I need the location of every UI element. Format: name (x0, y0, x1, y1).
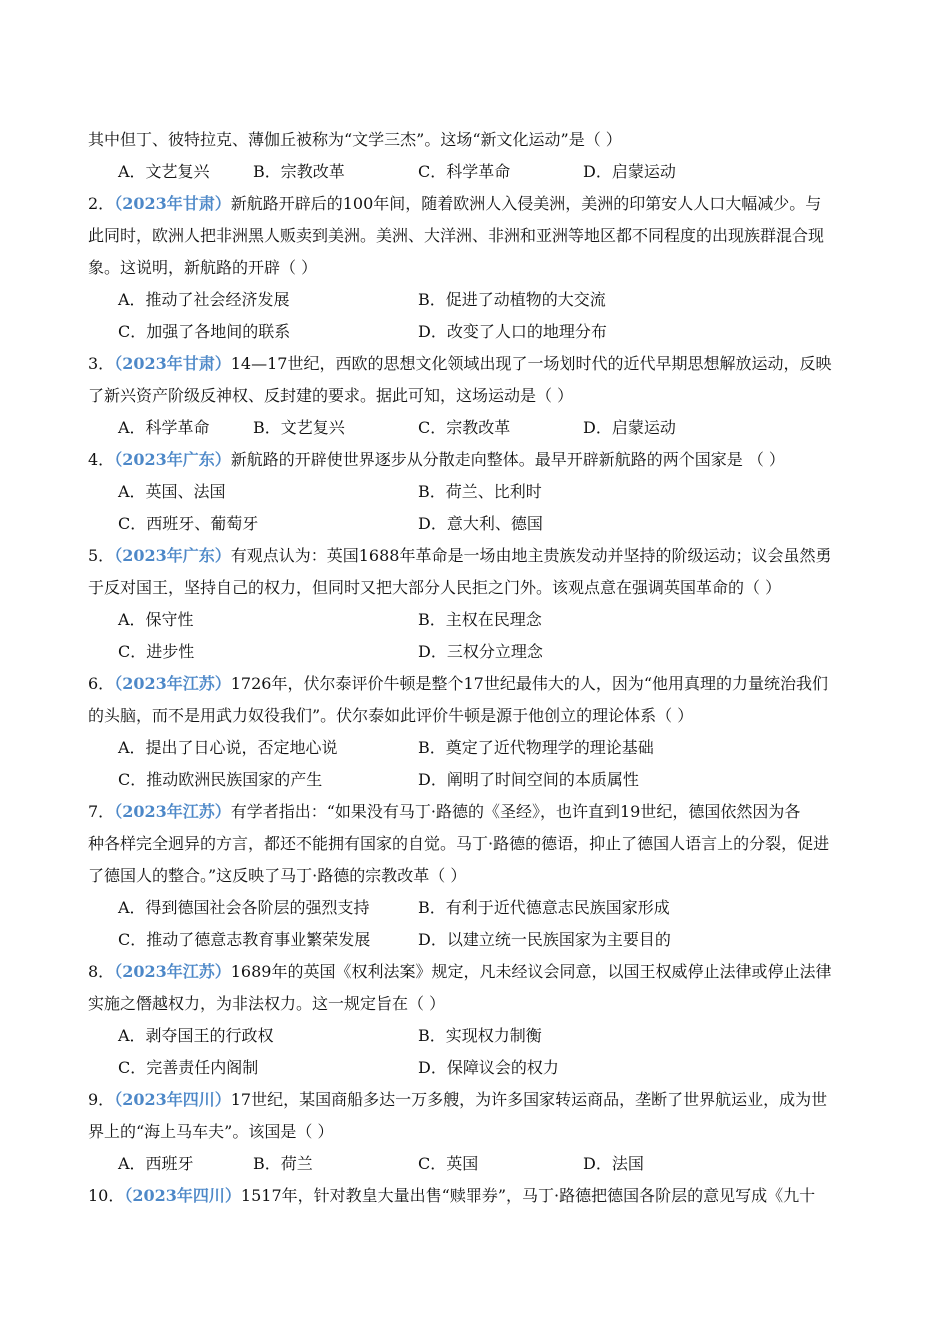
q8-option-a: A．剥夺国王的行政权 (118, 1026, 274, 1045)
question-text: 1517年，针对教皇大量出售“赎罪券”，马丁·路德把德国各阶层的意见写成《九十 (240, 1186, 816, 1205)
q6-option-c: C．推动欧洲民族国家的产生 (118, 770, 323, 789)
question-number: 10． (88, 1186, 125, 1205)
question-source: （2023年甘肃） (114, 194, 231, 213)
q5-option-d: D．三权分立理念 (418, 642, 543, 661)
q6-option-a: A．提出了日心说，否定地心说 (118, 738, 338, 757)
question-source: （2023年四川） (124, 1186, 241, 1205)
question-8-line-1 (88, 961, 831, 983)
question-number: 5． (88, 546, 115, 565)
question-6-line-1 (88, 673, 828, 695)
question-10-line-1 (88, 1185, 815, 1207)
question-3-line-2: 了新兴资产阶级反神权、反封建的要求。据此可知，这场运动是（ ） (88, 386, 574, 405)
question-2-line-3: 象。这说明，新航路的开辟（ ） (88, 258, 318, 277)
q6-option-d: D．阐明了时间空间的本质属性 (418, 770, 639, 789)
question-source: （2023年江苏） (114, 962, 231, 981)
question-number: 6． (88, 674, 115, 693)
q8-option-c: C．完善责任内阁制 (118, 1058, 259, 1077)
q9-option-c: C．英国 (418, 1154, 479, 1173)
q9-option-b: B．荷兰 (253, 1154, 313, 1173)
q3-option-d: D．启蒙运动 (583, 418, 676, 437)
q7-option-c: C．推动了德意志教育事业繁荣发展 (118, 930, 371, 949)
q1-option-a: A．文艺复兴 (118, 162, 210, 181)
q1-option-b: B．宗教改革 (253, 162, 345, 181)
question-text: 新航路开辟后的100年间，随着欧洲人入侵美洲，美洲的印第安人人口大幅减少。与 (230, 194, 822, 213)
question-text: 有观点认为：英国1688年革命是一场由地主贵族发动并坚持的阶级运动；议会虽然勇 (230, 546, 832, 565)
question-number: 7． (88, 802, 115, 821)
q8-option-d: D．保障议会的权力 (418, 1058, 559, 1077)
question-number: 8． (88, 962, 115, 981)
q2-option-c: C．加强了各地间的联系 (118, 322, 291, 341)
question-3-line-1 (88, 353, 831, 375)
question-9-line-1 (88, 1089, 827, 1111)
question-5-line-1 (88, 545, 831, 567)
q3-option-c: C．宗教改革 (418, 418, 511, 437)
question-6-line-2: 的头脑，而不是用武力奴役我们”。伏尔泰如此评价牛顿是源于他创立的理论体系（ ） (88, 706, 694, 725)
question-7-line-3: 了德国人的整合。”这反映了马丁·路德的宗教改革（ ） (88, 866, 467, 885)
question-1-text-line: 其中但丁、彼特拉克、薄伽丘被称为“文学三杰”。这场“新文化运动”是（ ） (88, 130, 622, 149)
q1-option-c: C．科学革命 (418, 162, 511, 181)
q2-option-b: B．促进了动植物的大交流 (418, 290, 606, 309)
question-text: 有学者指出：“如果没有马丁·路德的《圣经》，也许直到19世纪，德国依然因为各 (230, 802, 801, 821)
q2-option-a: A．推动了社会经济发展 (118, 290, 290, 309)
question-7-line-2: 种各样完全迥异的方言，都还不能拥有国家的自觉。马丁·路德的德语，抑止了德国人语言上的分裂，促进 (88, 834, 830, 853)
question-source: （2023年甘肃） (114, 354, 231, 373)
question-2-line-1 (88, 193, 821, 215)
question-text: 1689年的英国《权利法案》规定，凡未经议会同意，以国王权威停止法律或停止法律 (230, 962, 832, 981)
q3-option-b: B．文艺复兴 (253, 418, 345, 437)
q7-option-a: A．得到德国社会各阶层的强烈支持 (118, 898, 370, 917)
q4-option-c: C．西班牙、葡萄牙 (118, 514, 259, 533)
question-7-line-1 (88, 801, 800, 823)
question-text: 17世纪，某国商船多达一万多艘，为许多国家转运商品，垄断了世界航运业，成为世 (230, 1090, 828, 1109)
question-8-line-2: 实施之僭越权力，为非法权力。这一规定旨在（ ） (88, 994, 446, 1013)
question-source: （2023年四川） (114, 1090, 231, 1109)
q7-option-d: D．以建立统一民族国家为主要目的 (418, 930, 671, 949)
q6-option-b: B．奠定了近代物理学的理论基础 (418, 738, 654, 757)
question-number: 3． (88, 354, 115, 373)
q3-option-a: A．科学革命 (118, 418, 210, 437)
question-text: 14—17世纪，西欧的思想文化领域出现了一场划时代的近代早期思想解放运动，反映 (230, 354, 832, 373)
q9-option-d: D．法国 (583, 1154, 644, 1173)
q5-option-b: B．主权在民理念 (418, 610, 542, 629)
question-source: （2023年江苏） (114, 802, 231, 821)
q5-option-c: C．进步性 (118, 642, 195, 661)
q4-option-a: A．英国、法国 (118, 482, 226, 501)
q4-option-b: B．荷兰、比利时 (418, 482, 542, 501)
question-5-line-2: 于反对国王，坚持自己的权力，但同时又把大部分人民拒之门外。该观点意在强调英国革命的（ ） (88, 578, 782, 597)
q9-option-a: A．西班牙 (118, 1154, 194, 1173)
question-number: 2． (88, 194, 115, 213)
question-text: 新航路的开辟使世界逐步从分散走向整体。最早开辟新航路的两个国家是 （ ） (230, 450, 785, 469)
q4-option-d: D．意大利、德国 (418, 514, 543, 533)
q2-option-d: D．改变了人口的地理分布 (418, 322, 607, 341)
question-number: 4． (88, 450, 115, 469)
question-source: （2023年广东） (114, 546, 231, 565)
question-source: （2023年江苏） (114, 674, 231, 693)
q5-option-a: A．保守性 (118, 610, 194, 629)
q1-option-d: D．启蒙运动 (583, 162, 676, 181)
question-source: （2023年广东） (114, 450, 231, 469)
q7-option-b: B．有利于近代德意志民族国家形成 (418, 898, 670, 917)
question-2-line-2: 此同时，欧洲人把非洲黑人贩卖到美洲。美洲、大洋洲、非洲和亚洲等地区都不同程度的出现族群混合现 (88, 226, 825, 245)
question-9-line-2: 界上的“海上马车夫”。该国是（ ） (88, 1122, 334, 1141)
question-text: 1726年，伏尔泰评价牛顿是整个17世纪最伟大的人，因为“他用真理的力量统治我们 (230, 674, 828, 693)
question-4-line-1 (88, 449, 785, 471)
q8-option-b: B．实现权力制衡 (418, 1026, 542, 1045)
question-number: 9． (88, 1090, 115, 1109)
